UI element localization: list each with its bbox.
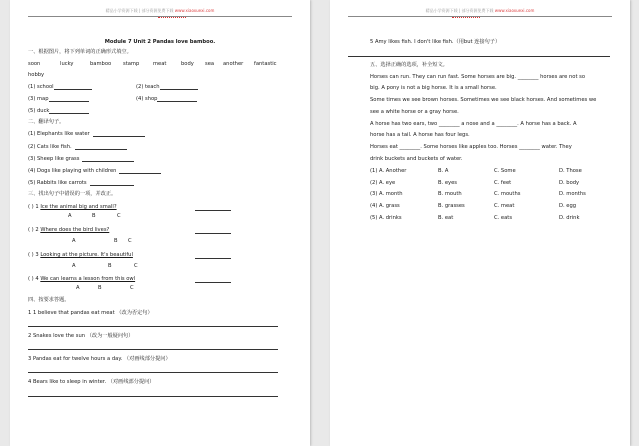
fill-item: (4) shop (136, 97, 197, 102)
choice-c: C. eats (494, 215, 513, 221)
passage-line: horse has a tail. A horse has four legs. (370, 132, 470, 138)
section-3-title: 三、找出句子中错误的一项，并改正。 (28, 191, 117, 197)
document-page-right (330, 0, 630, 446)
passage-line: A horse has two ears, two ________ a nose and a ________. A horse has a back. A (370, 121, 577, 127)
header-text: 精品小学资源下载 | 部分资源免费下载 (425, 8, 494, 13)
passage-line: see a white horse or a gray horse. (370, 109, 459, 115)
choice-a: (2) A. eye (370, 180, 396, 186)
answer-line (28, 349, 278, 350)
option-label: C (134, 263, 138, 269)
header-text: 精品小学资源下载 | 部分资源免费下载 (105, 8, 174, 13)
option-label: A (72, 263, 76, 269)
word-bank-item: meat (153, 61, 167, 67)
translate-item: (1) Elephants like water (28, 132, 145, 137)
fill-item: (2) teach (136, 85, 198, 90)
word-bank-item: soon (28, 61, 41, 67)
answer-line (195, 282, 231, 283)
option-label: C (128, 238, 132, 244)
choice-a: (1) A. Another (370, 168, 407, 174)
word-bank-item: stamp (123, 61, 140, 67)
word-bank-item: bamboo (90, 61, 112, 67)
section-4-title: 四、按要求答题。 (28, 297, 70, 303)
word-bank-item: sea (205, 61, 215, 67)
passage-line: Some times we see brown horses. Sometimes we see black horses. And sometimes we (370, 97, 597, 103)
error-item: ( ) 2 Where does the bird lives? (28, 227, 110, 233)
choice-a: (5) A. drinks (370, 215, 402, 221)
choice-b: B. A (438, 168, 449, 174)
passage-line: Horses eat ________. Some horses like apples too. Horses ________ water. They (370, 144, 572, 150)
choice-c: C. feet (494, 180, 512, 186)
choice-a: (3) A. month (370, 191, 403, 197)
option-label: A (68, 213, 72, 219)
translate-item: (5) Rabbits like carrots (28, 181, 134, 186)
option-label: B (92, 213, 96, 219)
choice-d: D. drink (559, 215, 580, 221)
option-label: C (130, 285, 134, 291)
translate-item: (2) Cats like fish. (28, 145, 127, 150)
choice-d: D. egg (559, 203, 577, 209)
choice-b: B. grasses (438, 203, 465, 209)
choice-d: D. Those (559, 168, 582, 174)
section-5-title: 五、选择正确的选项，补全短文。 (370, 62, 448, 68)
error-item: ( ) 3 Looking at the picture. It's beautiful (28, 252, 133, 258)
option-label: B (114, 238, 118, 244)
translate-item: (3) Sheep like grass (28, 157, 134, 162)
section-1-title: 一、根据图片，将下列单词的正确形式填空。 (28, 49, 132, 55)
word-bank-item: body (181, 61, 194, 67)
task-item-5: 5 Amy likes fish. I don't like fish.（用but 连接句子） (370, 39, 501, 45)
option-label: B (98, 285, 102, 291)
option-label: A (76, 285, 80, 291)
section-2-title: 二、翻译句子。 (28, 119, 65, 125)
task-item: 4 Bears like to sleep in winter. （对画线部分提问） (28, 379, 155, 385)
header-divider (348, 16, 612, 17)
word-bank-item: hobby (28, 72, 45, 78)
option-label: A (72, 238, 76, 244)
answer-line (195, 233, 231, 234)
passage-line: Horses can run. They can run fast. Some horses are big. ________ horses are not so (370, 74, 586, 80)
answer-line (348, 56, 610, 57)
answer-line (28, 326, 278, 327)
passage-line: big. A pony is not a big horse. It is a small horse. (370, 85, 497, 91)
choice-c: C. mouths (494, 191, 521, 197)
page-header (10, 8, 310, 14)
error-item: ( ) 1 Ice the animal big and small? (28, 204, 117, 210)
choice-d: D. body (559, 180, 580, 186)
translate-item: (4) Dogs like playing with children (28, 169, 161, 174)
answer-line (28, 396, 278, 397)
header-link[interactable]: www.xiaoxuexi.com (174, 8, 215, 13)
option-label: C (117, 213, 121, 219)
header-divider (28, 16, 292, 17)
answer-line (195, 210, 231, 211)
choice-b: B. mouth (438, 191, 462, 197)
fill-item: (5) duck (28, 109, 89, 114)
page-header (330, 8, 630, 14)
word-bank-item: another (223, 61, 244, 67)
choice-c: C. Some (494, 168, 516, 174)
task-item: 3 Pandas eat for twelve hours a day. （对画线部分提问） (28, 356, 171, 362)
choice-b: B. eyes (438, 180, 458, 186)
task-item: 2 Snakes love the sun （改为一般疑问句） (28, 333, 134, 339)
choice-b: B. eat (438, 215, 454, 221)
document-page-left (10, 0, 310, 446)
answer-line (28, 372, 278, 373)
task-item: 1 1 believe that pandas eat meat （改为否定句） (28, 310, 153, 316)
word-bank-item: lucky (60, 61, 74, 67)
error-item: ( ) 4 We can learns a lesson from this owl (28, 276, 136, 282)
choice-c: C. meat (494, 203, 515, 209)
choice-a: (4) A. grass (370, 203, 400, 209)
word-bank-item: fantastic (254, 61, 277, 67)
fill-item: (3) map (28, 97, 89, 102)
option-label: B (108, 263, 112, 269)
choice-d: D. months (559, 191, 586, 197)
worksheet-title: Module 7 Unit 2 Pandas love bamboo. (104, 39, 216, 45)
fill-item: (1) school (28, 85, 92, 90)
header-link[interactable]: www.xiaoxuexi.com (494, 8, 535, 13)
answer-line (195, 258, 231, 259)
passage-line: drink buckets and buckets of water. (370, 156, 463, 162)
